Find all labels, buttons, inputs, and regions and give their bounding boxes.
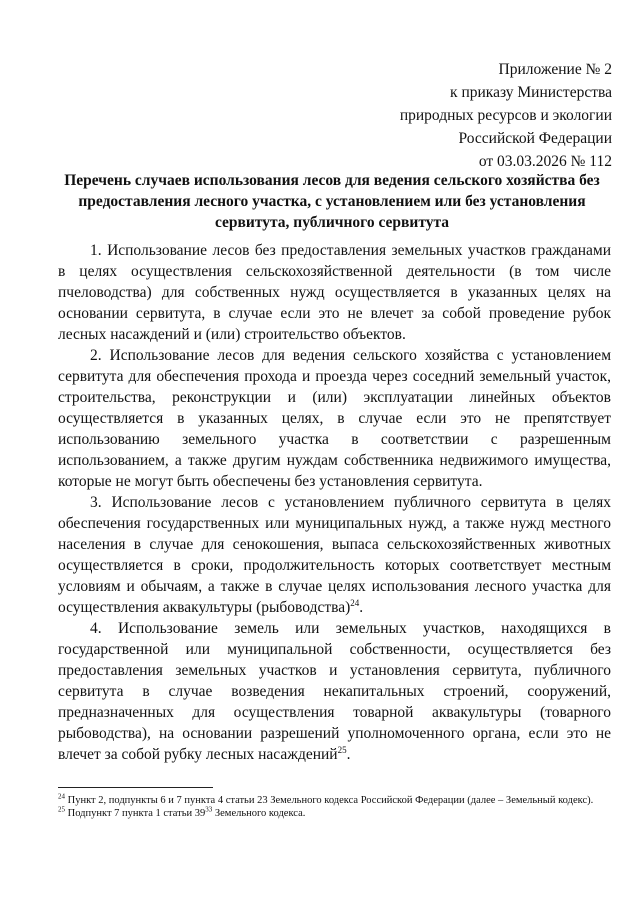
paragraph-3-end: .: [359, 599, 364, 616]
paragraph-4-text: 4. Использование земель или земельных участков, находящихся в государственной или муниципальной собственности, осуществляется без предоставления земельных участков и установления сервитута, публичного сервитута в случае возведения некапитальных строений, сооружений, предназначенных для осуществления товарной аквакультуры (товарного рыбоводства), на основании разрешений уполномоченного органа, если это не влечет за собой рубку лесных насаждений: [58, 620, 611, 763]
footnote-25-article-sup: 33: [205, 805, 213, 814]
header-line-country: Российской Федерации: [458, 130, 612, 147]
footnotes: [58, 794, 611, 820]
footnote-25: [58, 807, 611, 820]
document-title: Перечень случаев использования лесов для ведения сельского хозяйства без предоставления лесного участка, с установлением или без установления сервитута, публичного сервитута: [64, 172, 600, 231]
paragraph-2: 2. Использование лесов для ведения сельского хозяйства с установлением сервитута для обеспечения прохода и проезда через соседний земельный участок, строительства, реконструкции и (или) эксплуатации линейных объектов осуществляется в указанных целях, в случае если это не препятствует использованию земельного участка в соответствии с разрешенным использованием, а также другим нуждам собственника недвижимого имущества, которые не могут быть обеспечены без установления сервитута.: [58, 347, 611, 490]
document-body: [58, 240, 611, 765]
footnote-ref-24: 24: [350, 597, 360, 608]
paragraph-1: 1. Использование лесов без предоставления земельных участков гражданами в целях осуществления сельскохозяйственной деятельности (в том числе пчеловодства) для собственных нужд осуществляется в указанных целях на основании сервитута, в случае если это не влечет за собой проведение рубок лесных насаждений и (или) строительство объектов.: [58, 242, 611, 343]
footnote-divider: [58, 787, 213, 788]
paragraph-4-end: .: [346, 746, 351, 763]
document-header: [400, 58, 612, 173]
header-line-appendix: Приложение № 2: [498, 61, 612, 78]
footnote-25-mark: 25: [58, 805, 65, 814]
footnote-ref-25: 25: [337, 744, 347, 755]
footnote-24-mark: 24: [58, 792, 65, 801]
footnote-24-text: Пункт 2, подпункты 6 и 7 пункта 4 статьи 23 Земельного кодекса Российской Федерации (далее – Земельный кодекс).: [65, 795, 594, 806]
paragraph-3: [58, 492, 611, 618]
header-line-date: от 03.03.2026 № 112: [478, 153, 612, 170]
paragraph-4: [58, 618, 611, 765]
header-line-order: к приказу Министерства: [450, 84, 612, 101]
footnote-25-text-b: Земельного кодекса.: [212, 808, 306, 819]
header-line-ministry: природных ресурсов и экологии: [399, 107, 612, 124]
footnote-25-text-a: Подпункт 7 пункта 1 статьи 39: [65, 808, 206, 819]
footnote-24: [58, 794, 611, 807]
paragraph-3-text: 3. Использование лесов с установлением публичного сервитута в целях обеспечения государственных или муниципальных нужд, а также нужд местного населения в случае для сенокошения, выпаса сельскохозяйственных животных осуществляется в сроки, продолжительность которых соответствует местным условиям и обычаям, а также в случае целях использования лесного участка для осуществления аквакультуры (рыбоводства): [58, 494, 611, 616]
